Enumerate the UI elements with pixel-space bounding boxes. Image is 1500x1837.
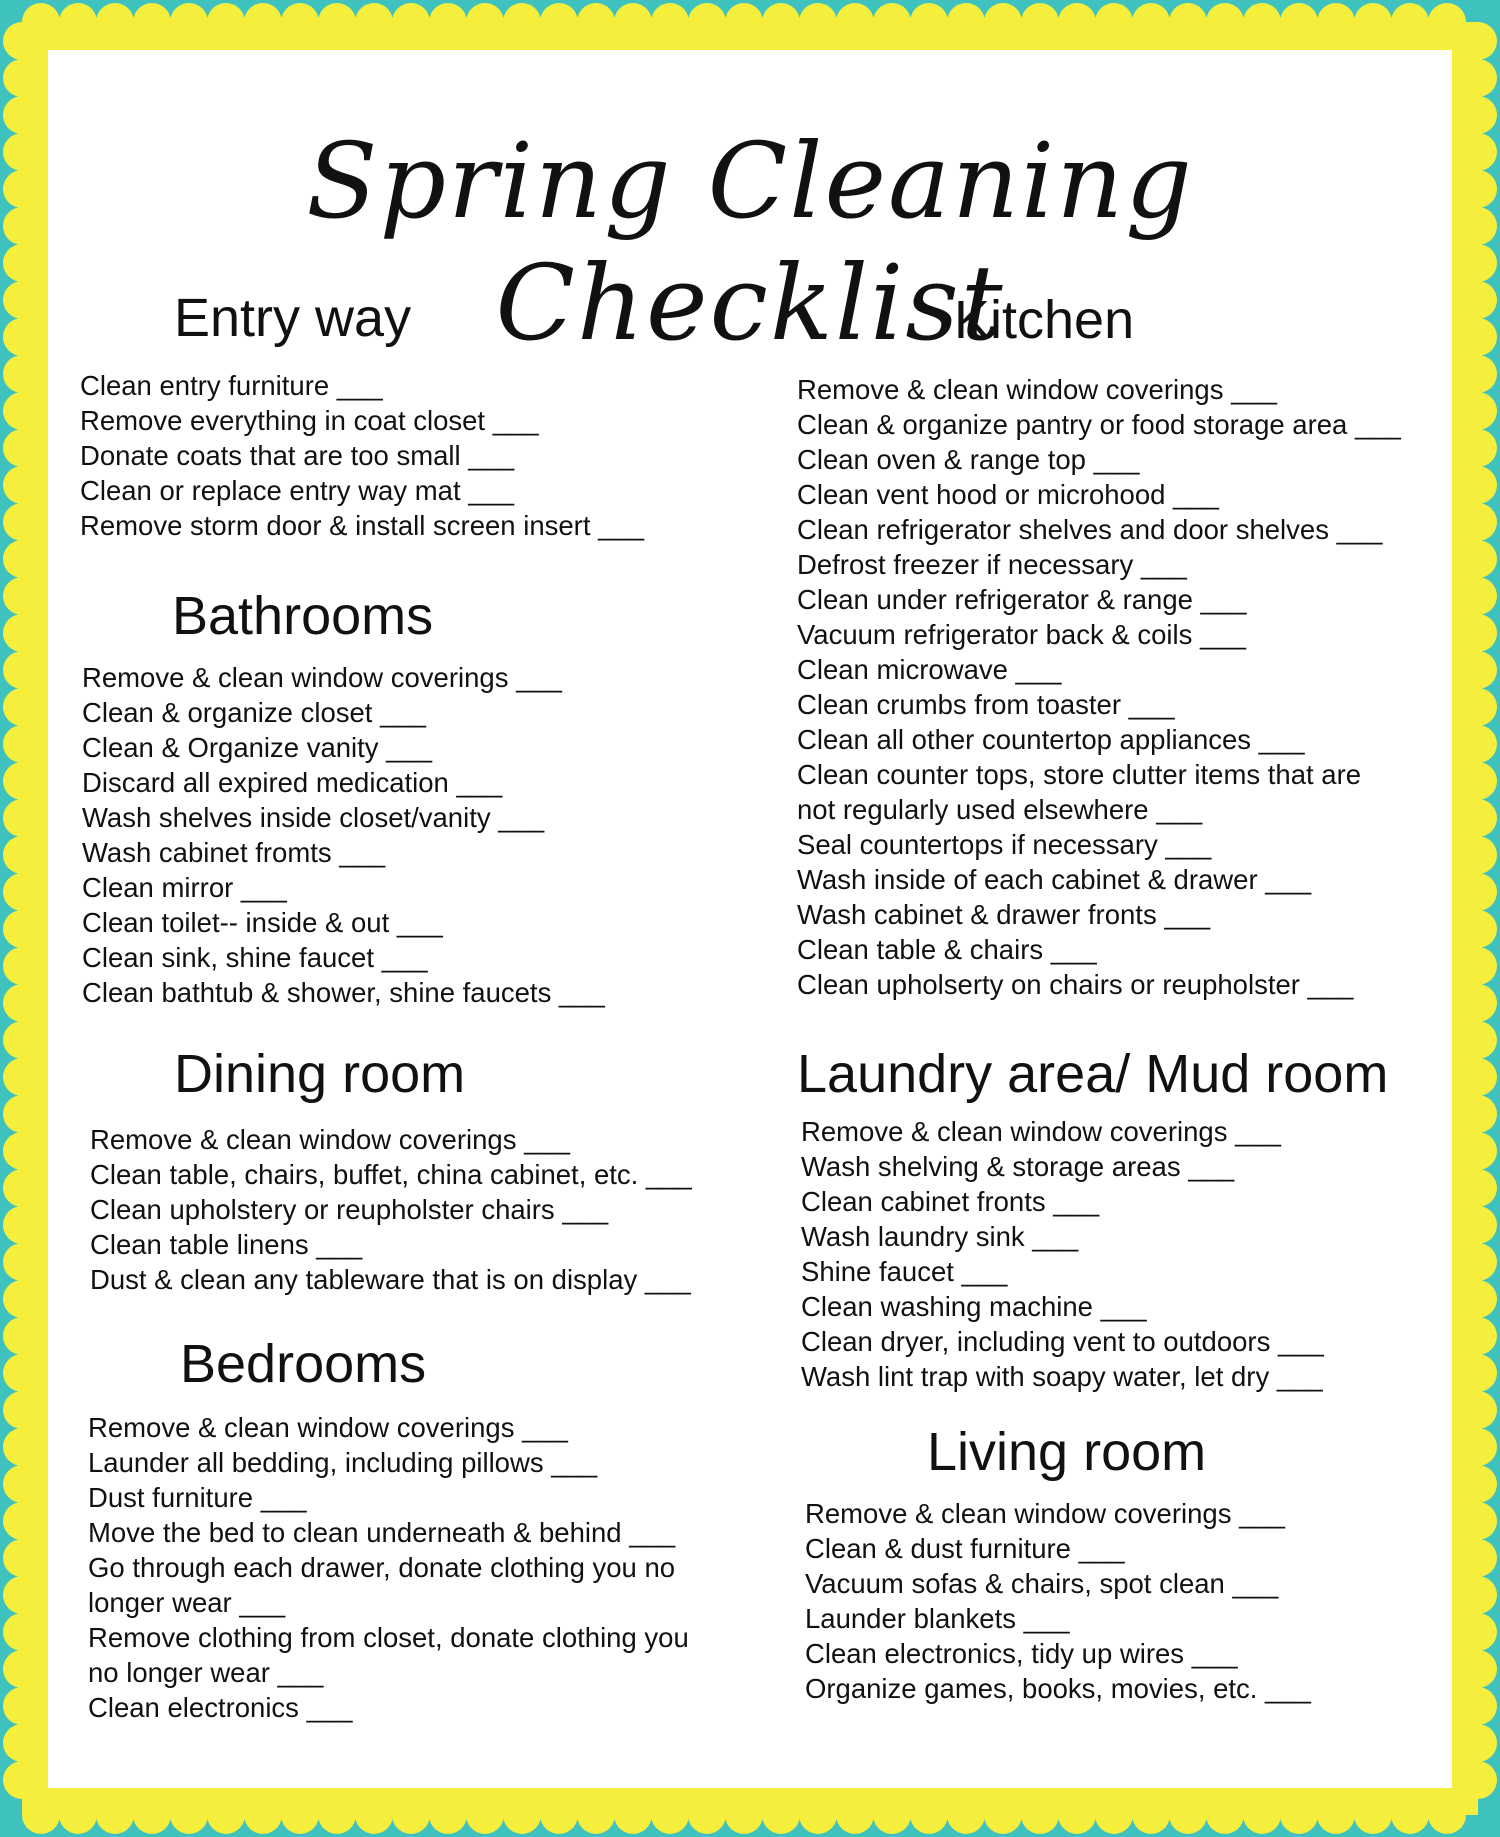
- scallop-bump: [984, 3, 1022, 41]
- scallop-bump: [873, 3, 911, 41]
- checklist-item: Vacuum sofas & chairs, spot clean ___: [805, 1568, 1279, 1599]
- scallop-bump: [1459, 873, 1497, 911]
- scallop-bump: [3, 429, 41, 467]
- checklist-item: Remove clothing from closet, donate clothing you: [88, 1622, 689, 1653]
- checklist-item: Wash cabinet fromts ___: [82, 837, 386, 868]
- scallop-bump: [503, 3, 541, 41]
- checklist-item: Seal countertops if necessary ___: [797, 829, 1212, 860]
- scallop-bump: [873, 1796, 911, 1834]
- scallop-bump: [3, 1761, 41, 1799]
- scallop-bump: [1391, 1796, 1429, 1834]
- checklist-item: Clean cabinet fronts ___: [801, 1186, 1100, 1217]
- checklist-item: Clean all other countertop appliances ___: [797, 724, 1305, 755]
- scallop-bump: [392, 1796, 430, 1834]
- checklist-item: Clean under refrigerator & range ___: [797, 584, 1247, 615]
- checklist-dining-room: [90, 1122, 692, 1297]
- scallop-bump: [207, 1796, 245, 1834]
- scallop-bump: [1459, 355, 1497, 393]
- checklist-item: Clean upholserty on chairs or reupholster ___: [797, 969, 1354, 1000]
- scallop-bump: [3, 762, 41, 800]
- scallop-bump: [281, 3, 319, 41]
- scallop-bump: [1459, 318, 1497, 356]
- scallop-bump: [3, 318, 41, 356]
- scallop-bump: [3, 1613, 41, 1651]
- scallop-bump: [429, 1796, 467, 1834]
- scallop-bump: [1459, 503, 1497, 541]
- scallop-bump: [1459, 1095, 1497, 1133]
- checklist-item: Wash cabinet & drawer fronts ___: [797, 899, 1211, 930]
- scallop-bump: [725, 3, 763, 41]
- scallop-bump: [1095, 3, 1133, 41]
- checklist-item: Wash inside of each cabinet & drawer ___: [797, 864, 1312, 895]
- checklist-item: Remove & clean window coverings ___: [90, 1124, 570, 1155]
- checklist-item: Wash shelves inside closet/vanity ___: [82, 802, 545, 833]
- scallop-bump: [318, 3, 356, 41]
- scallop-bump: [3, 577, 41, 615]
- checklist-item: not regularly used elsewhere ___: [797, 794, 1203, 825]
- scallop-bump: [1459, 96, 1497, 134]
- scallop-bump: [3, 1502, 41, 1540]
- checklist-item: Remove & clean window coverings ___: [805, 1498, 1285, 1529]
- checklist-item: Clean & organize pantry or food storage area ___: [797, 409, 1401, 440]
- scallop-bump: [1459, 1465, 1497, 1503]
- scallop-bump: [318, 1796, 356, 1834]
- scallop-bump: [1459, 59, 1497, 97]
- scallop-bump: [1459, 1169, 1497, 1207]
- scallop-bump: [3, 1206, 41, 1244]
- scallop-bump: [3, 466, 41, 504]
- checklist-item: Clean & dust furniture ___: [805, 1533, 1125, 1564]
- checklist-item: Clean & organize closet ___: [82, 697, 426, 728]
- scallop-bump: [1021, 3, 1059, 41]
- scallop-bump: [207, 3, 245, 41]
- scallop-bump: [3, 1280, 41, 1318]
- scallop-bump: [1459, 688, 1497, 726]
- scallop-bump: [1459, 1391, 1497, 1429]
- scallop-bump: [1459, 281, 1497, 319]
- checklist-item: Clean electronics ___: [88, 1692, 353, 1723]
- scallop-bump: [1169, 3, 1207, 41]
- scallop-bump: [3, 392, 41, 430]
- checklist-kitchen: [797, 372, 1401, 1002]
- scallop-bump: [3, 1576, 41, 1614]
- scallop-bump: [725, 1796, 763, 1834]
- scallop-bump: [1459, 984, 1497, 1022]
- scallop-bump: [1095, 1796, 1133, 1834]
- checklist-item: Remove & clean window coverings ___: [82, 662, 562, 693]
- section-heading-dining-room: Dining room: [174, 1044, 466, 1104]
- checklist-item: Clean toilet-- inside & out ___: [82, 907, 443, 938]
- scallop-bump: [1317, 3, 1355, 41]
- scallop-bump: [170, 1796, 208, 1834]
- checklist-item: Dust furniture ___: [88, 1482, 307, 1513]
- scallop-bump: [1459, 1502, 1497, 1540]
- scallop-bump: [3, 281, 41, 319]
- scallop-bump: [3, 836, 41, 874]
- section-heading-laundry: Laundry area/ Mud room: [797, 1044, 1389, 1104]
- checklist-item: longer wear ___: [88, 1587, 286, 1618]
- section-heading-entry-way: Entry way: [174, 288, 412, 348]
- scallop-bump: [3, 1095, 41, 1133]
- checklist-item: Clean sink, shine faucet ___: [82, 942, 428, 973]
- scallop-bump: [3, 1317, 41, 1355]
- scallop-bump: [1132, 1796, 1170, 1834]
- scallop-bump: [3, 1650, 41, 1688]
- checklist-item: Donate coats that are too small ___: [80, 440, 515, 471]
- scallop-bump: [22, 1796, 60, 1834]
- scallop-bump: [1354, 1796, 1392, 1834]
- checklist-item: Shine faucet ___: [801, 1256, 1008, 1287]
- checklist-item: Clean washing machine ___: [801, 1291, 1147, 1322]
- scallop-bump: [1354, 3, 1392, 41]
- scallop-bump: [1459, 1613, 1497, 1651]
- scallop-bump: [1280, 1796, 1318, 1834]
- scallop-bump: [3, 873, 41, 911]
- checklist-item: Dust & clean any tableware that is on display ___: [90, 1264, 691, 1295]
- scallop-bump: [1459, 466, 1497, 504]
- scallop-bump: [1459, 1576, 1497, 1614]
- scallop-bump: [1058, 1796, 1096, 1834]
- scallop-bump: [1459, 429, 1497, 467]
- checklist-entry-way: [80, 368, 644, 543]
- scallop-bump: [3, 207, 41, 245]
- scallop-bump: [355, 3, 393, 41]
- scallop-bump: [1169, 1796, 1207, 1834]
- scallop-bump: [3, 244, 41, 282]
- scallop-bump: [614, 1796, 652, 1834]
- section-heading-bathrooms: Bathrooms: [172, 586, 434, 646]
- section-heading-bedrooms: Bedrooms: [180, 1334, 427, 1394]
- scallop-bump: [1459, 577, 1497, 615]
- scallop-bump: [1459, 1132, 1497, 1170]
- checklist-item: no longer wear ___: [88, 1657, 324, 1688]
- scallop-bump: [3, 170, 41, 208]
- checklist-item: Remove everything in coat closet ___: [80, 405, 539, 436]
- scallop-bump: [133, 1796, 171, 1834]
- scallop-bump: [3, 651, 41, 689]
- scallop-bump: [1058, 3, 1096, 41]
- checklist-item: Remove storm door & install screen insert ___: [80, 510, 644, 541]
- checklist-item: Clean mirror ___: [82, 872, 287, 903]
- scallop-bump: [688, 1796, 726, 1834]
- scallop-bump: [3, 1169, 41, 1207]
- scallop-bump: [614, 3, 652, 41]
- scallop-bump: [1428, 1796, 1466, 1834]
- scallop-bump: [1243, 1796, 1281, 1834]
- scallop-bump: [170, 3, 208, 41]
- scallop-bump: [3, 1465, 41, 1503]
- scallop-bump: [3, 725, 41, 763]
- checklist-living-room: [805, 1496, 1311, 1706]
- checklist-item: Launder all bedding, including pillows ___: [88, 1447, 598, 1478]
- scallop-bump: [1459, 1243, 1497, 1281]
- scallop-bump: [947, 3, 985, 41]
- scallop-bump: [1459, 22, 1497, 60]
- scallop-bump: [1459, 1206, 1497, 1244]
- scallop-bump: [3, 688, 41, 726]
- scallop-bump: [1021, 1796, 1059, 1834]
- scallop-bump: [1132, 3, 1170, 41]
- checklist-bathrooms: [82, 660, 605, 1010]
- scallop-bump: [577, 1796, 615, 1834]
- scallop-bump: [3, 540, 41, 578]
- scallop-bump: [1459, 1724, 1497, 1762]
- scallop-bump: [503, 1796, 541, 1834]
- scallop-bump: [244, 1796, 282, 1834]
- checklist-item: Clean entry furniture ___: [80, 370, 383, 401]
- checklist-item: Clean table, chairs, buffet, china cabinet, etc. ___: [90, 1159, 692, 1190]
- scallop-bump: [3, 947, 41, 985]
- scallop-bump: [1459, 1280, 1497, 1318]
- checklist-paper: [48, 50, 1452, 1788]
- scallop-bump: [540, 1796, 578, 1834]
- scallop-bump: [244, 3, 282, 41]
- checklist-item: Wash lint trap with soapy water, let dry ___: [801, 1361, 1323, 1392]
- scallop-bump: [3, 1687, 41, 1725]
- checklist-item: Launder blankets ___: [805, 1603, 1070, 1634]
- section-heading-living-room: Living room: [927, 1422, 1207, 1482]
- page-title: Spring Cleaning Checklist: [306, 120, 1194, 364]
- scallop-bump: [836, 3, 874, 41]
- scallop-bump: [651, 3, 689, 41]
- scallop-bump: [1459, 392, 1497, 430]
- scallop-bump: [3, 1243, 41, 1281]
- scallop-bump: [3, 984, 41, 1022]
- checklist-item: Clean table linens ___: [90, 1229, 363, 1260]
- scallop-bump: [1459, 836, 1497, 874]
- checklist-item: Clean upholstery or reupholster chairs ___: [90, 1194, 609, 1225]
- scallop-bump: [3, 614, 41, 652]
- scallop-bump: [1459, 1687, 1497, 1725]
- scallop-bump: [799, 3, 837, 41]
- scallop-bump: [1459, 133, 1497, 171]
- scallop-bump: [1459, 1761, 1497, 1799]
- scallop-bump: [1459, 1354, 1497, 1392]
- checklist-item: Wash laundry sink ___: [801, 1221, 1079, 1252]
- scallop-bump: [3, 1021, 41, 1059]
- scallop-bump: [1459, 725, 1497, 763]
- scallop-bump: [1206, 1796, 1244, 1834]
- scallop-bump: [1391, 3, 1429, 41]
- checklist-item: Clean dryer, including vent to outdoors ___: [801, 1326, 1324, 1357]
- scallop-bump: [3, 1058, 41, 1096]
- scallop-bump: [429, 3, 467, 41]
- checklist-item: Clean vent hood or microhood ___: [797, 479, 1219, 510]
- scallop-bump: [1206, 3, 1244, 41]
- section-heading-kitchen: Kitchen: [954, 290, 1135, 350]
- scallop-bump: [540, 3, 578, 41]
- checklist-item: Remove & clean window coverings ___: [801, 1116, 1281, 1147]
- scallop-bump: [281, 1796, 319, 1834]
- scallop-bump: [910, 1796, 948, 1834]
- scallop-bump: [3, 910, 41, 948]
- checklist-item: Defrost freezer if necessary ___: [797, 549, 1187, 580]
- scallop-bump: [3, 1539, 41, 1577]
- scallop-bump: [3, 22, 41, 60]
- scallop-bump: [3, 1391, 41, 1429]
- scallop-bump: [762, 1796, 800, 1834]
- scallop-bump: [3, 59, 41, 97]
- scallop-bump: [1459, 1539, 1497, 1577]
- scallop-bump: [3, 1132, 41, 1170]
- scallop-bump: [1459, 651, 1497, 689]
- scallop-bump: [651, 1796, 689, 1834]
- scallop-bump: [96, 3, 134, 41]
- scallop-bump: [1459, 947, 1497, 985]
- scallop-bump: [1280, 3, 1318, 41]
- scallop-bump: [1459, 1021, 1497, 1059]
- checklist-item: Organize games, books, movies, etc. ___: [805, 1673, 1311, 1704]
- checklist-item: Remove & clean window coverings ___: [797, 374, 1277, 405]
- checklist-item: Go through each drawer, donate clothing you no: [88, 1552, 676, 1583]
- checklist-item: Clean counter tops, store clutter items that are: [797, 759, 1362, 790]
- scallop-bump: [1459, 799, 1497, 837]
- scallop-bump: [1317, 1796, 1355, 1834]
- scallop-bump: [1459, 1317, 1497, 1355]
- scallop-bump: [984, 1796, 1022, 1834]
- scallop-bump: [3, 503, 41, 541]
- checklist-item: Clean table & chairs ___: [797, 934, 1097, 965]
- scallop-bump: [1459, 614, 1497, 652]
- scallop-bump: [96, 1796, 134, 1834]
- checklist-item: Clean microwave ___: [797, 654, 1062, 685]
- scallop-bump: [1459, 910, 1497, 948]
- scallop-bump: [1459, 170, 1497, 208]
- scallop-bump: [688, 3, 726, 41]
- checklist-item: Wash shelving & storage areas ___: [801, 1151, 1235, 1182]
- scallop-bump: [3, 1724, 41, 1762]
- checklist-item: Remove & clean window coverings ___: [88, 1412, 568, 1443]
- scallop-bump: [1243, 3, 1281, 41]
- scallop-bump: [133, 3, 171, 41]
- scallop-bump: [3, 799, 41, 837]
- scallop-bump: [3, 1354, 41, 1392]
- scallop-bump: [3, 133, 41, 171]
- scallop-bump: [1459, 1428, 1497, 1466]
- scallop-bump: [355, 1796, 393, 1834]
- scallop-bump: [577, 3, 615, 41]
- scallop-bump: [836, 1796, 874, 1834]
- checklist-item: Clean crumbs from toaster ___: [797, 689, 1175, 720]
- scallop-bump: [1459, 244, 1497, 282]
- scallop-bump: [59, 3, 97, 41]
- scallop-bump: [799, 1796, 837, 1834]
- checklist-item: Clean oven & range top ___: [797, 444, 1140, 475]
- scallop-bump: [3, 1428, 41, 1466]
- checklist-item: Clean bathtub & shower, shine faucets ___: [82, 977, 605, 1008]
- scallop-bump: [1459, 762, 1497, 800]
- scallop-bump: [1459, 540, 1497, 578]
- scallop-bump: [910, 3, 948, 41]
- checklist-bedrooms: [88, 1410, 689, 1725]
- checklist-item: Move the bed to clean underneath & behind ___: [88, 1517, 676, 1548]
- scallop-bump: [3, 96, 41, 134]
- scallop-bump: [466, 1796, 504, 1834]
- scallop-bump: [59, 1796, 97, 1834]
- scallop-bump: [466, 3, 504, 41]
- checklist-item: Discard all expired medication ___: [82, 767, 503, 798]
- checklist-item: Clean & Organize vanity ___: [82, 732, 433, 763]
- scallop-bump: [947, 1796, 985, 1834]
- scallop-bump: [1459, 1058, 1497, 1096]
- scallop-bump: [1459, 207, 1497, 245]
- checklist-item: Clean or replace entry way mat ___: [80, 475, 515, 506]
- scallop-bump: [1459, 1650, 1497, 1688]
- checklist-item: Clean electronics, tidy up wires ___: [805, 1638, 1238, 1669]
- checklist-item: Vacuum refrigerator back & coils ___: [797, 619, 1246, 650]
- checklist-item: Clean refrigerator shelves and door shelves ___: [797, 514, 1383, 545]
- scallop-bump: [762, 3, 800, 41]
- scallop-bump: [392, 3, 430, 41]
- scallop-bump: [3, 355, 41, 393]
- checklist-laundry: [801, 1114, 1324, 1394]
